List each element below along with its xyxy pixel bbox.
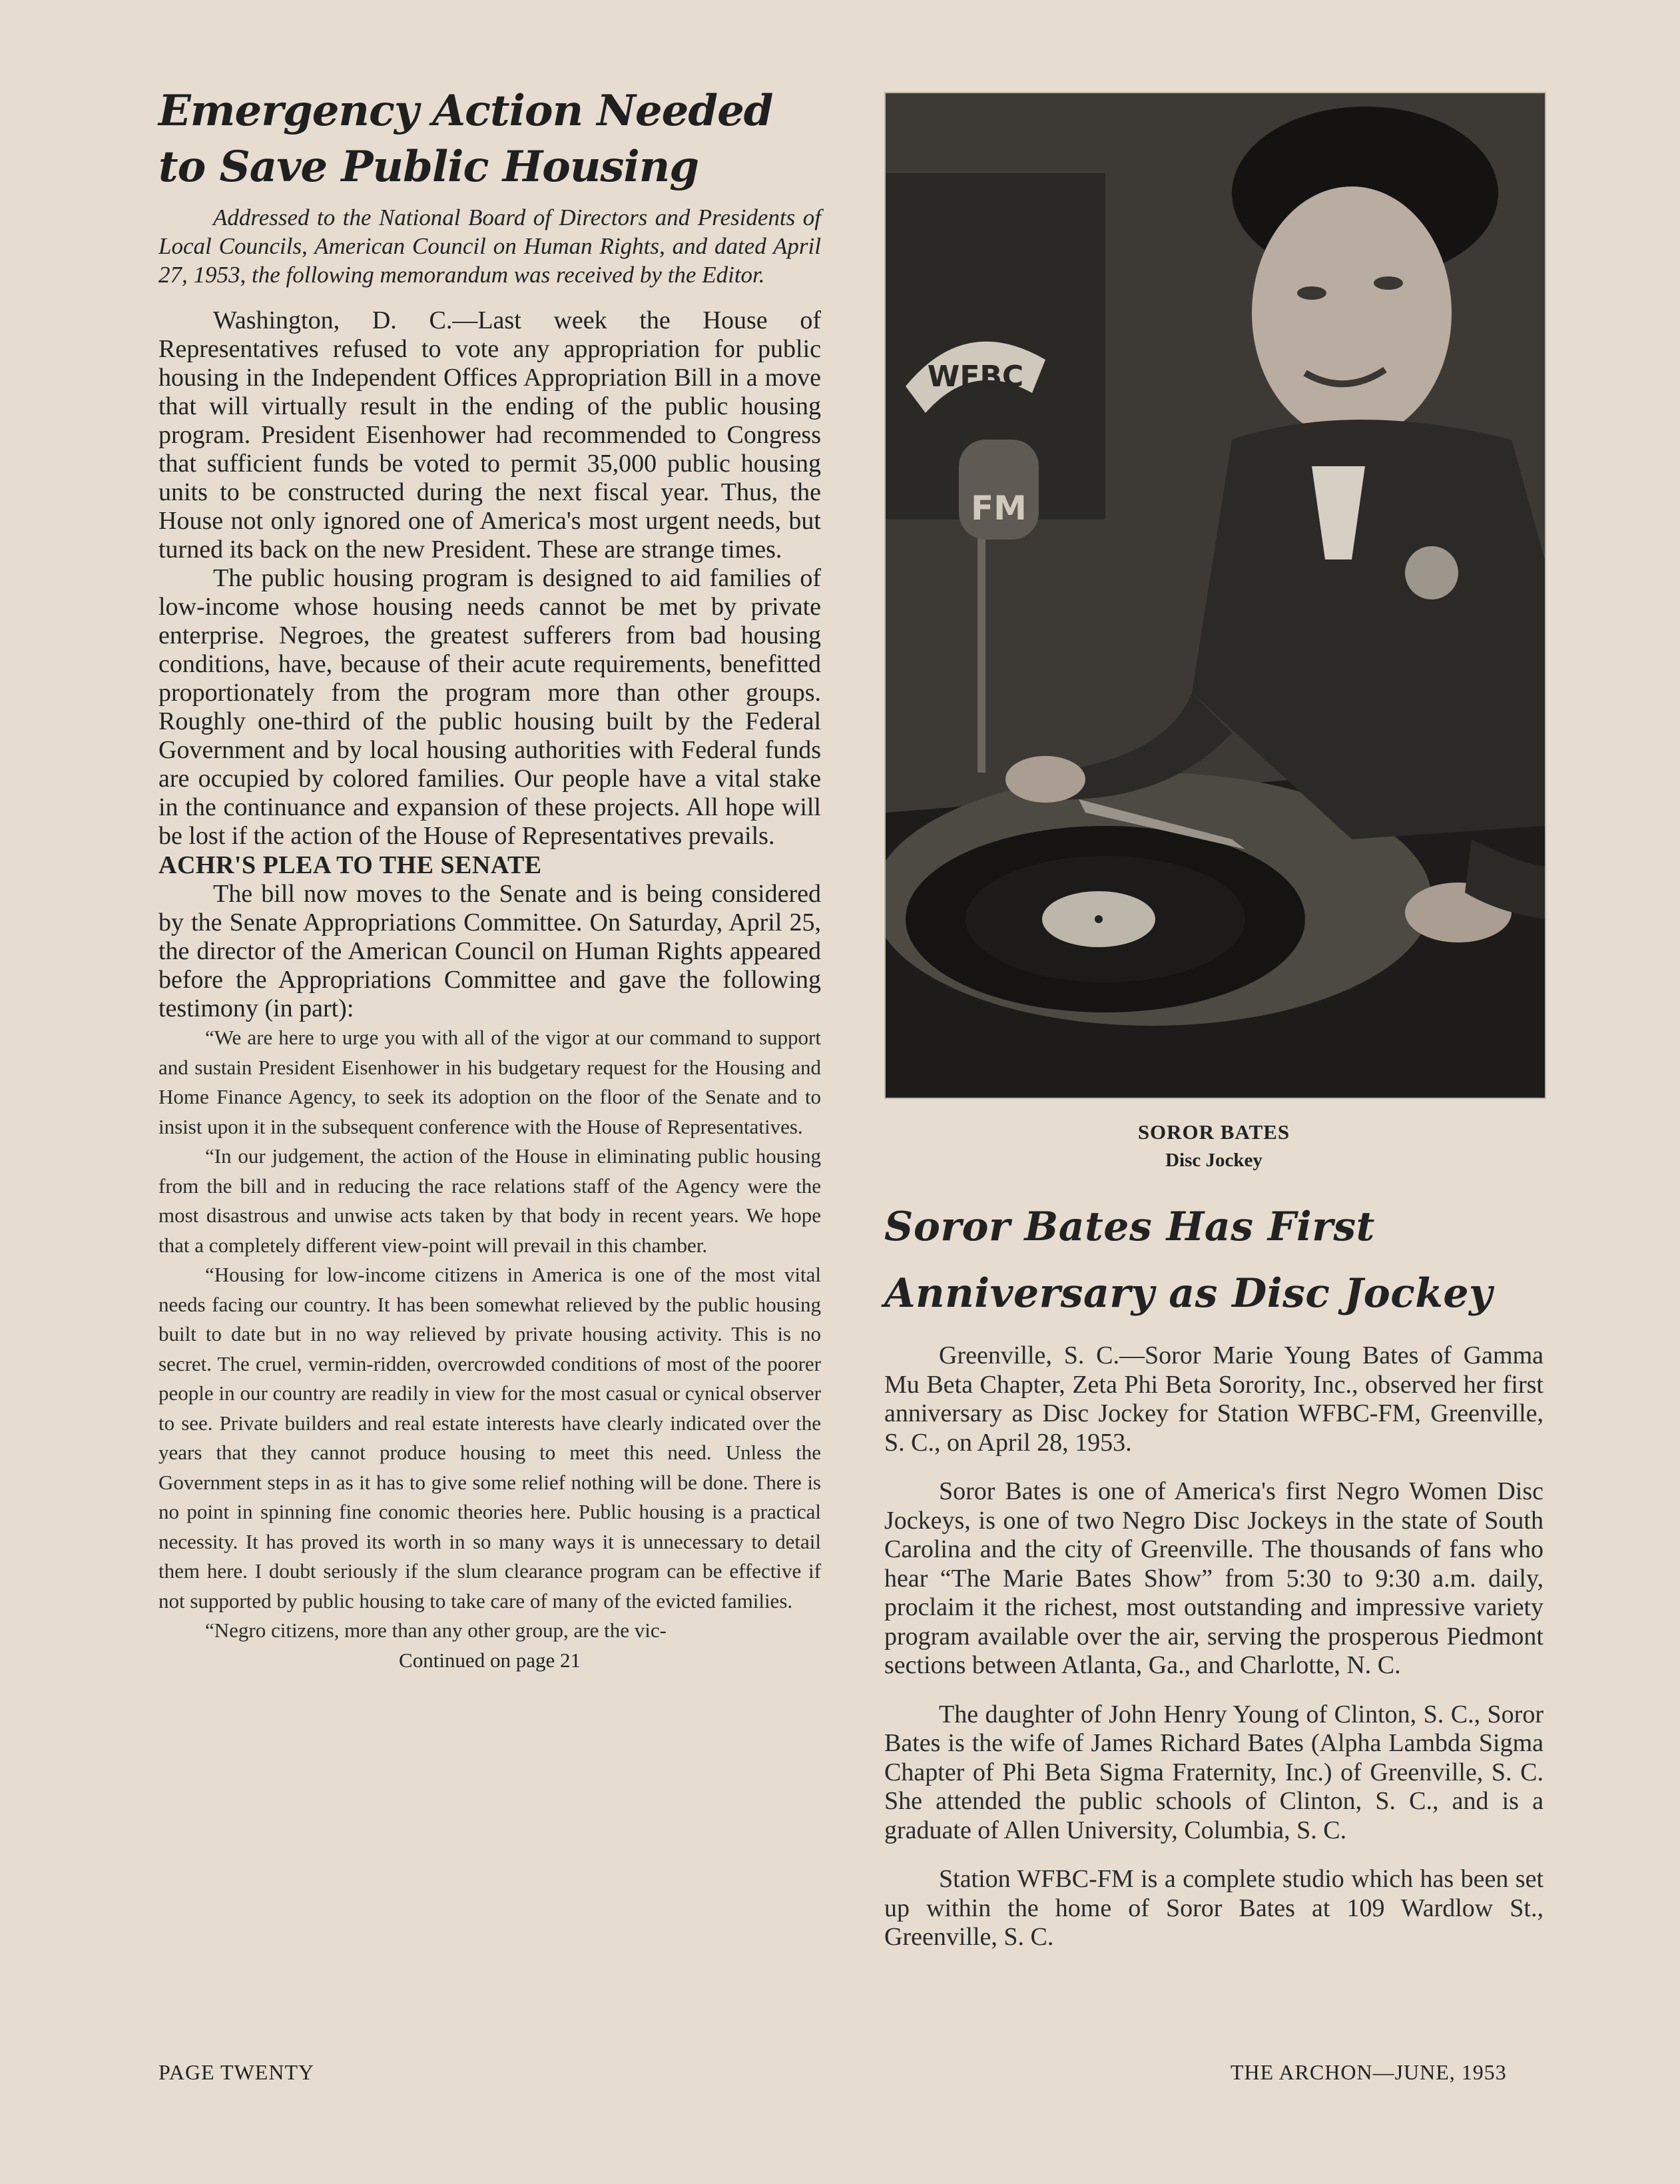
mic-letters-text: FM (971, 489, 1027, 528)
continued-note: Continued on page 21 (399, 1648, 581, 1672)
article-headline (158, 83, 821, 195)
station-sign-text: WFBC (927, 360, 1024, 394)
photo-illustration (886, 93, 1545, 1098)
footer-publication: THE ARCHON—JUNE, 1953 (1231, 2060, 1507, 2084)
headline-line-2: to Save Public Housing (158, 142, 699, 192)
disc-jockey-photo (884, 92, 1546, 1099)
right-column (884, 92, 1543, 1972)
left-column (158, 83, 821, 1675)
testimony-quote: “Housing for low-income citizens in America is one of the most vital needs facing our country. It has been somewhat relieved by the public housing built to date but in no way relieved by private housing activity. This is no secret. The cruel, vermin-ridden, overcrowded conditions of most of the poorer people in our country are readily in view for the most casual or cynical observer to see. Private builders and real estate interests have clearly indicated over the years that they cannot produce housing to meet this need. Unless the Government steps in as it has to give some relief nothing will be done. There is no point in spinning fine conomic theories here. Public housing is a practical necessity. It has proved its worth in so many ways it is unnecessary to detail them here. I doubt seriously if the slum clearance program can be effective if not supported by public housing to take care of many of the evicted families. (158, 1263, 821, 1613)
testimony-quote: “We are here to urge you with all of the vigor at our command to support and sustain President Eisenhower in his budgetary request for the Housing and Home Finance Agency, to seek its adoption on the floor of the Senate and to insist upon it in the subsequent conference with the House of Representatives. (158, 1026, 821, 1138)
photo-caption (884, 1118, 1543, 1174)
senate-paragraph: The bill now moves to the Senate and is being considered by the Senate Appropriations Committee. On Saturday, April 25, the director of the American Council on Human Rights appeared before the Appropriations Committee and gave the following testimony (in part): (158, 880, 821, 1022)
article-2-headline (884, 1194, 1543, 1327)
headline-2-line-1: Soror Bates Has First (884, 1204, 1375, 1250)
article-paragraph: Washington, D. C.—Last week the House of Representatives refused to vote any appropriation for public housing in the Independent Offices Appropriation Bill in a move that will virtually result in the ending of the public housing program. President Eisenhower had recommended to Congress that sufficient funds be voted to permit 35,000 public housing units to be constructed during the next fiscal year. Thus, the House not only ignored one of America's most urgent needs, but turned its back on the new President. These are strange times. (158, 306, 821, 563)
headline-line-1: Emergency Action Needed (158, 86, 773, 136)
article-2-paragraph: Greenville, S. C.—Soror Marie Young Bates of Gamma Mu Beta Chapter, Zeta Phi Beta Sorority, Inc., observed her first anniversary as Disc Jockey for Station WFBC-FM, Greenville, S. C., on April 28, 1953. (884, 1341, 1543, 1457)
article-intro: Addressed to the National Board of Directors and Presidents of Local Councils, American Council on Human Rights, and dated April 27, 1953, the following memorandum was received by the Editor. (158, 204, 821, 288)
article-2-paragraph: The daughter of John Henry Young of Clinton, S. C., Soror Bates is the wife of James Richard Bates (Alpha Lambda Sigma Chapter of Phi Beta Sigma Fraternity, Inc.) of Greenville, S. C. She attended the public schools of Clinton, S. C., and is a graduate of Allen University, Columbia, S. C. (884, 1700, 1543, 1844)
article-2-paragraph: Station WFBC-FM is a complete studio which has been set up within the home of Soror Bates at 109 Wardlow St., Greenville, S. C. (884, 1865, 1543, 1951)
article-paragraph: The public housing program is designed to aid families of low-income whose housing needs cannot be met by private enterprise. Negroes, the greatest sufferers from bad housing conditions, have, because of their acute requirements, benefitted proportionately from the program more than other groups. Roughly one-third of the public housing built by the Federal Government and by local housing authorities with Federal funds are occupied by colored families. Our people have a vital stake in the continuance and expansion of these projects. All hope will be lost if the action of the House of Representatives prevails. (158, 564, 821, 850)
article-2-paragraph: Soror Bates is one of America's first Negro Women Disc Jockeys, is one of two Negro Disc Jockeys in the state of South Carolina and the city of Greenville. The thousands of fans who hear “The Marie Bates Show” from 5:30 to 9:30 a.m. daily, proclaim it the richest, most outstanding and impressive variety program available over the air, serving the prosperous Piedmont sections between Atlanta, Ga., and Charlotte, N. C. (884, 1477, 1543, 1679)
caption-role: Disc Jockey (1165, 1150, 1262, 1171)
testimony-quote: “In our judgement, the action of the House in eliminating public housing from the bill and in reducing the race relations staff of the Agency were the most disastrous and unwise acts taken by that body in recent years. We hope that a completely different view-point will prevail in this chamber. (158, 1144, 821, 1257)
headline-2-line-2: Anniversary as Disc Jockey (884, 1270, 1493, 1317)
testimony-quote: “Negro citizens, more than any other group, are the vic- (205, 1619, 667, 1642)
footer-page-number: PAGE TWENTY (158, 2060, 315, 2084)
section-subhead: ACHR'S PLEA TO THE SENATE (158, 851, 542, 879)
caption-name: SOROR BATES (1137, 1120, 1290, 1144)
